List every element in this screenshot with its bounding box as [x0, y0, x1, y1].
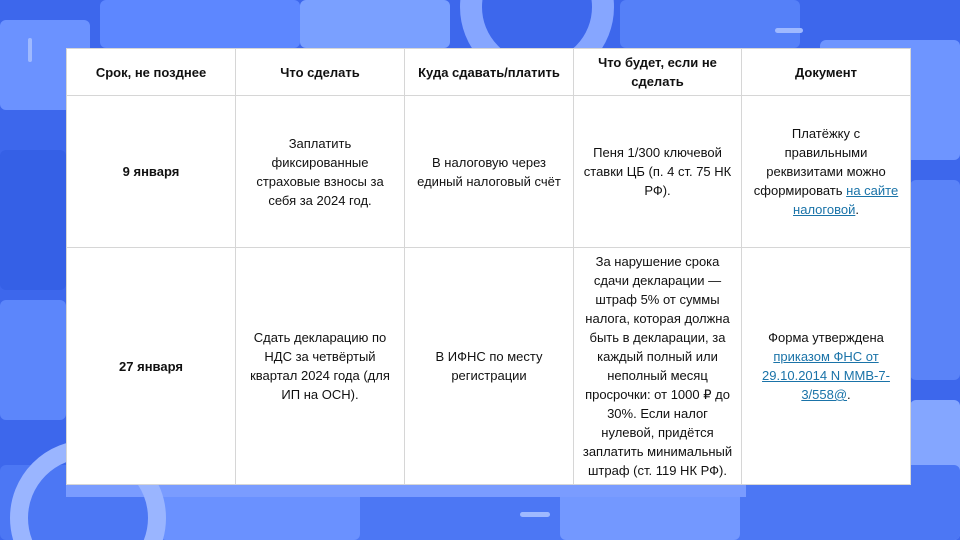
row-where: В налоговую через единый налоговый счёт — [405, 96, 574, 248]
row-consequence: Пеня 1/300 ключевой ставки ЦБ (п. 4 ст. 75 НК РФ). — [574, 96, 742, 248]
row-where: В ИФНС по месту регистрации — [405, 248, 574, 485]
row-action: Сдать декларацию по НДС за четвёртый квартал 2024 года (для ИП на ОСН). — [236, 248, 405, 485]
header-document: Документ — [742, 49, 911, 96]
header-consequence: Что будет, если не сделать — [574, 49, 742, 96]
fns-site-link[interactable]: на сайте налоговой — [793, 183, 899, 217]
row-date: 27 января — [67, 248, 236, 485]
document-text: Форма утверждена — [768, 330, 884, 345]
document-suffix: . — [847, 387, 851, 402]
header-where: Куда сдавать/платить — [405, 49, 574, 96]
table-header-row — [67, 49, 911, 96]
table-row — [67, 248, 911, 485]
row-date: 9 января — [67, 96, 236, 248]
header-deadline: Срок, не позднее — [67, 49, 236, 96]
row-document — [742, 248, 911, 485]
row-action: Заплатить фиксированные страховые взносы за себя за 2024 год. — [236, 96, 405, 248]
row-consequence: За нарушение срока сдачи декларации — штраф 5% от суммы налога, которая должна быть в декларации, за каждый полный или неполный месяц просрочки: от 1000 ₽ до 30%. Если налог нулевой, придётся заплатить минимальный штраф (ст. 119 НК РФ). — [574, 248, 742, 485]
deadlines-table — [66, 48, 911, 485]
document-text: Платёжку с правильными реквизитами можно сформировать — [753, 126, 886, 198]
document-suffix: . — [855, 202, 859, 217]
row-document — [742, 96, 911, 248]
header-action: Что сделать — [236, 49, 405, 96]
fns-order-link[interactable]: приказом ФНС от 29.10.2014 N ММВ-7-3/558@ — [762, 349, 890, 402]
table-row — [67, 96, 911, 248]
